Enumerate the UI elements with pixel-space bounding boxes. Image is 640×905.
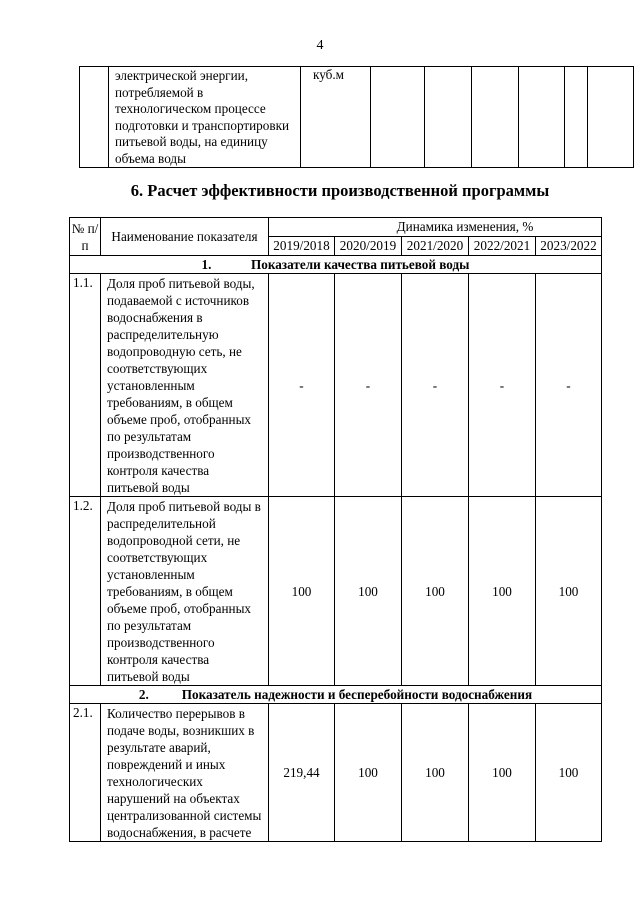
table-row bbox=[70, 704, 602, 842]
value-cell: - bbox=[269, 274, 335, 497]
value-cell: 100 bbox=[335, 704, 402, 842]
name-line: питьевой воды bbox=[107, 480, 190, 495]
value-cell: 100 bbox=[469, 704, 536, 842]
name-line: питьевой воды, на единицу bbox=[115, 134, 268, 149]
value-cell: 100 bbox=[402, 704, 469, 842]
value-cell: 100 bbox=[269, 497, 335, 686]
value-cell: 219,44 bbox=[269, 704, 335, 842]
value-cell: 100 bbox=[536, 704, 602, 842]
empty-cell bbox=[425, 67, 472, 168]
indicator-name bbox=[109, 67, 301, 168]
indicator-name bbox=[101, 274, 269, 497]
name-line: Количество перерывов в bbox=[107, 706, 245, 721]
name-line: водоснабжения в bbox=[107, 310, 203, 325]
name-line: технологических bbox=[107, 774, 203, 789]
section-heading: 6. Расчет эффективности производственной программы bbox=[130, 181, 550, 200]
row-number: 1.1. bbox=[70, 274, 101, 497]
name-line: повреждений и иных bbox=[107, 757, 226, 772]
name-line: требованиям, в общем bbox=[107, 395, 233, 410]
section-number: 1. bbox=[201, 257, 212, 272]
name-line: электрической энергии, bbox=[115, 68, 249, 83]
name-line: распределительной bbox=[107, 516, 216, 531]
empty-cell bbox=[80, 67, 109, 168]
value-cell: - bbox=[335, 274, 402, 497]
efficiency-table bbox=[69, 217, 602, 842]
value-cell: 100 bbox=[536, 497, 602, 686]
name-line: установленным bbox=[107, 567, 195, 582]
value-cell: 100 bbox=[402, 497, 469, 686]
section-header bbox=[70, 686, 602, 704]
name-line: подготовки и транспортировки bbox=[115, 117, 290, 133]
name-line: централизованной системы bbox=[107, 808, 262, 823]
name-line: водоснабжения, в расчете bbox=[107, 825, 252, 840]
name-line: контроля качества bbox=[107, 652, 210, 667]
section-title: Показатель надежности и бесперебойности водоснабжения bbox=[181, 687, 533, 702]
value-cell: - bbox=[402, 274, 469, 497]
name-line: распределительную bbox=[107, 327, 219, 342]
year-header: 2019/2018 bbox=[269, 237, 335, 256]
row-number: 2.1. bbox=[70, 704, 101, 842]
name-line: соответствующих bbox=[107, 550, 208, 565]
name-line: объеме проб, отобранных bbox=[107, 601, 252, 616]
value-cell: 100 bbox=[469, 497, 536, 686]
value-cell: - bbox=[536, 274, 602, 497]
empty-cell bbox=[565, 67, 588, 168]
empty-cell bbox=[588, 67, 634, 168]
value-cell: 100 bbox=[335, 497, 402, 686]
name-line: соответствующих bbox=[107, 361, 208, 376]
indicator-name bbox=[101, 704, 269, 842]
unit: куб.м bbox=[313, 67, 344, 82]
name-line: контроля качества bbox=[107, 463, 210, 478]
name-line: водопроводную сеть, не bbox=[107, 344, 242, 359]
col-num-header: № п/п bbox=[70, 218, 101, 256]
name-line: объеме проб, отобранных bbox=[107, 412, 252, 427]
name-line: водопроводной сети, не bbox=[107, 533, 241, 548]
name-line: питьевой воды bbox=[107, 669, 190, 684]
name-line: технологическом процессе bbox=[115, 101, 266, 116]
page-number: 4 bbox=[316, 38, 324, 53]
col-name-header: Наименование показателя bbox=[101, 218, 269, 256]
name-line: подаваемой с источников bbox=[107, 293, 250, 308]
name-line: объема воды bbox=[115, 150, 186, 166]
table-row bbox=[70, 274, 602, 497]
empty-cell bbox=[472, 67, 519, 168]
continued-table bbox=[79, 66, 634, 168]
year-header: 2023/2022 bbox=[536, 237, 602, 256]
table-row bbox=[70, 497, 602, 686]
name-line: Доля проб питьевой воды, bbox=[107, 276, 255, 291]
name-line: потребляемой в bbox=[115, 84, 204, 100]
name-line: по результатам bbox=[107, 429, 192, 444]
name-line: производственного bbox=[107, 446, 215, 461]
name-line: установленным bbox=[107, 378, 195, 393]
value-cell: - bbox=[469, 274, 536, 497]
dynamics-header: Динамика изменения, % bbox=[269, 218, 602, 237]
year-header: 2021/2020 bbox=[402, 237, 469, 256]
section-number: 2. bbox=[138, 687, 149, 702]
section-title: Показатели качества питьевой воды bbox=[250, 257, 470, 272]
row-number: 1.2. bbox=[70, 497, 101, 686]
indicator-name bbox=[101, 497, 269, 686]
section-header bbox=[70, 256, 602, 274]
name-line: подаче воды, возникших в bbox=[107, 723, 255, 738]
name-line: Доля проб питьевой воды в bbox=[107, 499, 261, 514]
year-header: 2022/2021 bbox=[469, 237, 536, 256]
name-line: нарушений на объектах bbox=[107, 791, 240, 806]
year-header: 2020/2019 bbox=[335, 237, 402, 256]
name-line: требованиям, в общем bbox=[107, 584, 233, 599]
empty-cell bbox=[371, 67, 425, 168]
empty-cell bbox=[519, 67, 565, 168]
name-line: по результатам bbox=[107, 618, 192, 633]
unit-cell bbox=[301, 67, 371, 168]
name-line: производственного bbox=[107, 635, 215, 650]
name-line: результате аварий, bbox=[107, 740, 211, 755]
